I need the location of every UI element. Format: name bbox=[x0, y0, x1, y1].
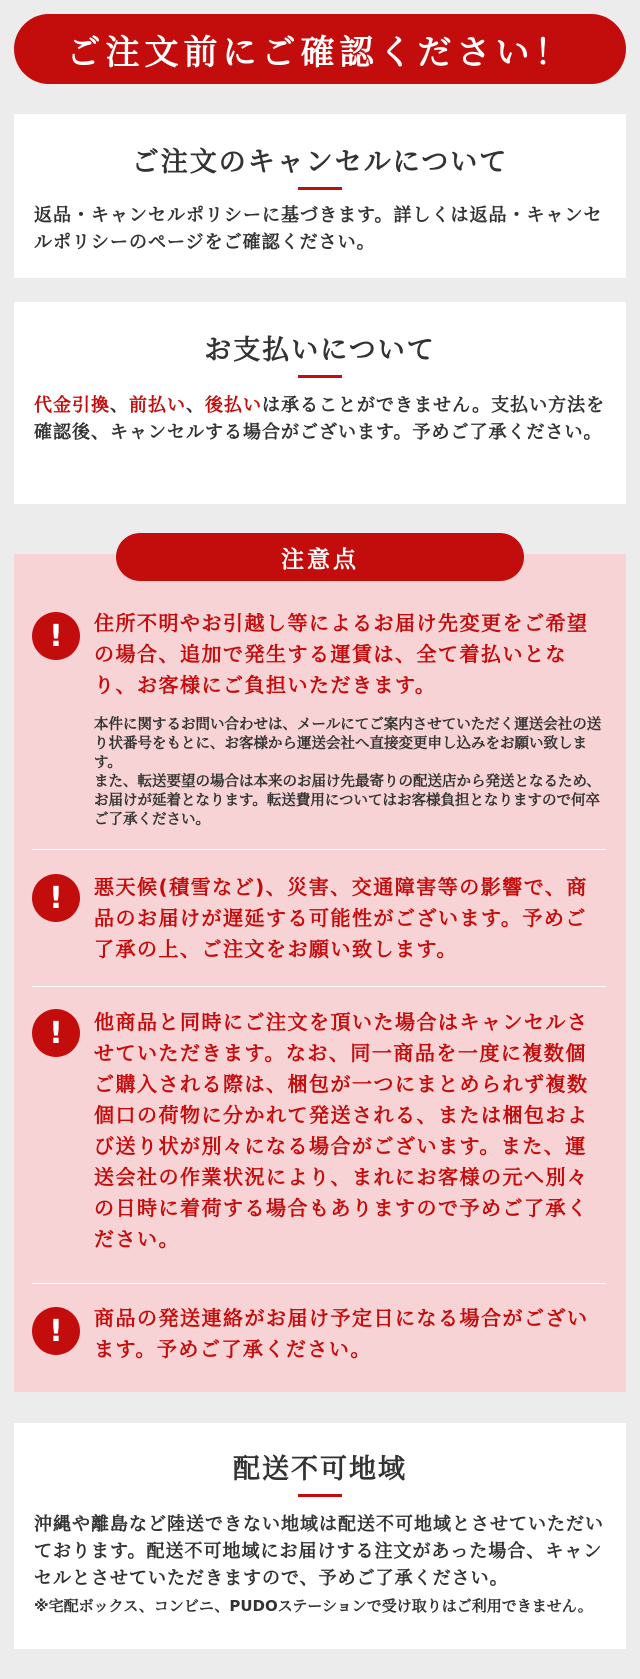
exclamation-icon: ! bbox=[32, 874, 80, 922]
cancel-section bbox=[14, 114, 626, 278]
divider bbox=[32, 986, 606, 987]
payment-section bbox=[14, 302, 626, 504]
caution-note-line: 本件に関するお問い合わせは、メールにてご案内させていただく運送会社の送り状番号をもとに、お客様から運送会社へ直接変更申し込みをお願い致します。 bbox=[94, 717, 602, 771]
caution-item-text: 住所不明やお引越し等によるお届け先変更をご希望の場合、追加で発生する運賃は、全て着払いとなり、お客様にご負担いただきます。 bbox=[94, 611, 589, 697]
caution-item-text: 悪天候(積雪など)、災害、交通障害等の影響で、商品のお届けが遅延する可能性がございます。予めご了承の上、ご注文をお願い致します。 bbox=[94, 875, 588, 961]
payment-section-body-rest: は承ることができません。支払い方法を確認後、キャンセルする場合がございます。予めご了承ください。 bbox=[34, 395, 606, 443]
page-banner-title: ご注文前にご確認ください！ bbox=[66, 32, 574, 73]
caution-item-note bbox=[94, 716, 608, 830]
delivery-section-title: 配送不可地域 bbox=[233, 1454, 407, 1485]
caution-note-line: また、転送要望の場合は本来のお届け先最寄りの配送店から発送となるため、お届けが延着となります。転送費用についてはお客様負担となりますので何卒ご了承ください。 bbox=[94, 774, 601, 828]
divider bbox=[32, 849, 606, 850]
caution-item bbox=[32, 1007, 606, 1257]
separator: 、 bbox=[186, 395, 205, 416]
delivery-section-body: 沖縄や離島など陸送できない地域は配送不可地域とさせていただいております。配送不可地域にお届けする注文があった場合、キャンセルとさせていただきますので、予めご了承ください。 bbox=[34, 1514, 604, 1589]
caution-item-text: 他商品と同時にご注文を頂いた場合はキャンセルさせていただきます。なお、同一商品を一度に複数個ご購入される際は、梱包が一つにまとめられず複数個口の荷物に分かれて発送される、または梱包および送り状が別々になる場合がございます。また、運送会社の作業状況により、まれにお客様の元へ別々の日時に着荷する場合もありますので予めご了承ください。 bbox=[94, 1010, 589, 1251]
exclamation-icon: ! bbox=[32, 1307, 80, 1355]
caution-item bbox=[32, 872, 606, 972]
separator: 、 bbox=[110, 395, 129, 416]
exclamation-icon: ! bbox=[32, 1009, 80, 1057]
payment-method-postpay: 後払い bbox=[205, 395, 262, 416]
payment-section-title: お支払いについて bbox=[204, 335, 436, 366]
payment-method-prepay: 前払い bbox=[129, 395, 186, 416]
delivery-section-note: ※宅配ボックス、コンビニ、PUDOステーションで受け取りはご利用できません。 bbox=[34, 1597, 593, 1615]
caution-title: 注意点 bbox=[281, 546, 359, 573]
caution-item bbox=[32, 608, 606, 836]
exclamation-icon: ! bbox=[32, 612, 80, 660]
cancel-section-body: 返品・キャンセルポリシーに基づきます。詳しくは返品・キャンセルポリシーのページをご確認ください。 bbox=[34, 205, 603, 253]
delivery-section bbox=[14, 1423, 626, 1649]
payment-section-body bbox=[14, 378, 626, 446]
payment-method-cod: 代金引換 bbox=[34, 395, 110, 416]
divider bbox=[32, 1283, 606, 1284]
page-banner bbox=[14, 14, 626, 84]
cancel-section-title: ご注文のキャンセルについて bbox=[131, 147, 509, 178]
caution-item-text: 商品の発送連絡がお届け予定日になる場合がございます。予めご了承ください。 bbox=[94, 1306, 589, 1361]
caution-header bbox=[116, 533, 524, 581]
caution-item bbox=[32, 1303, 606, 1373]
